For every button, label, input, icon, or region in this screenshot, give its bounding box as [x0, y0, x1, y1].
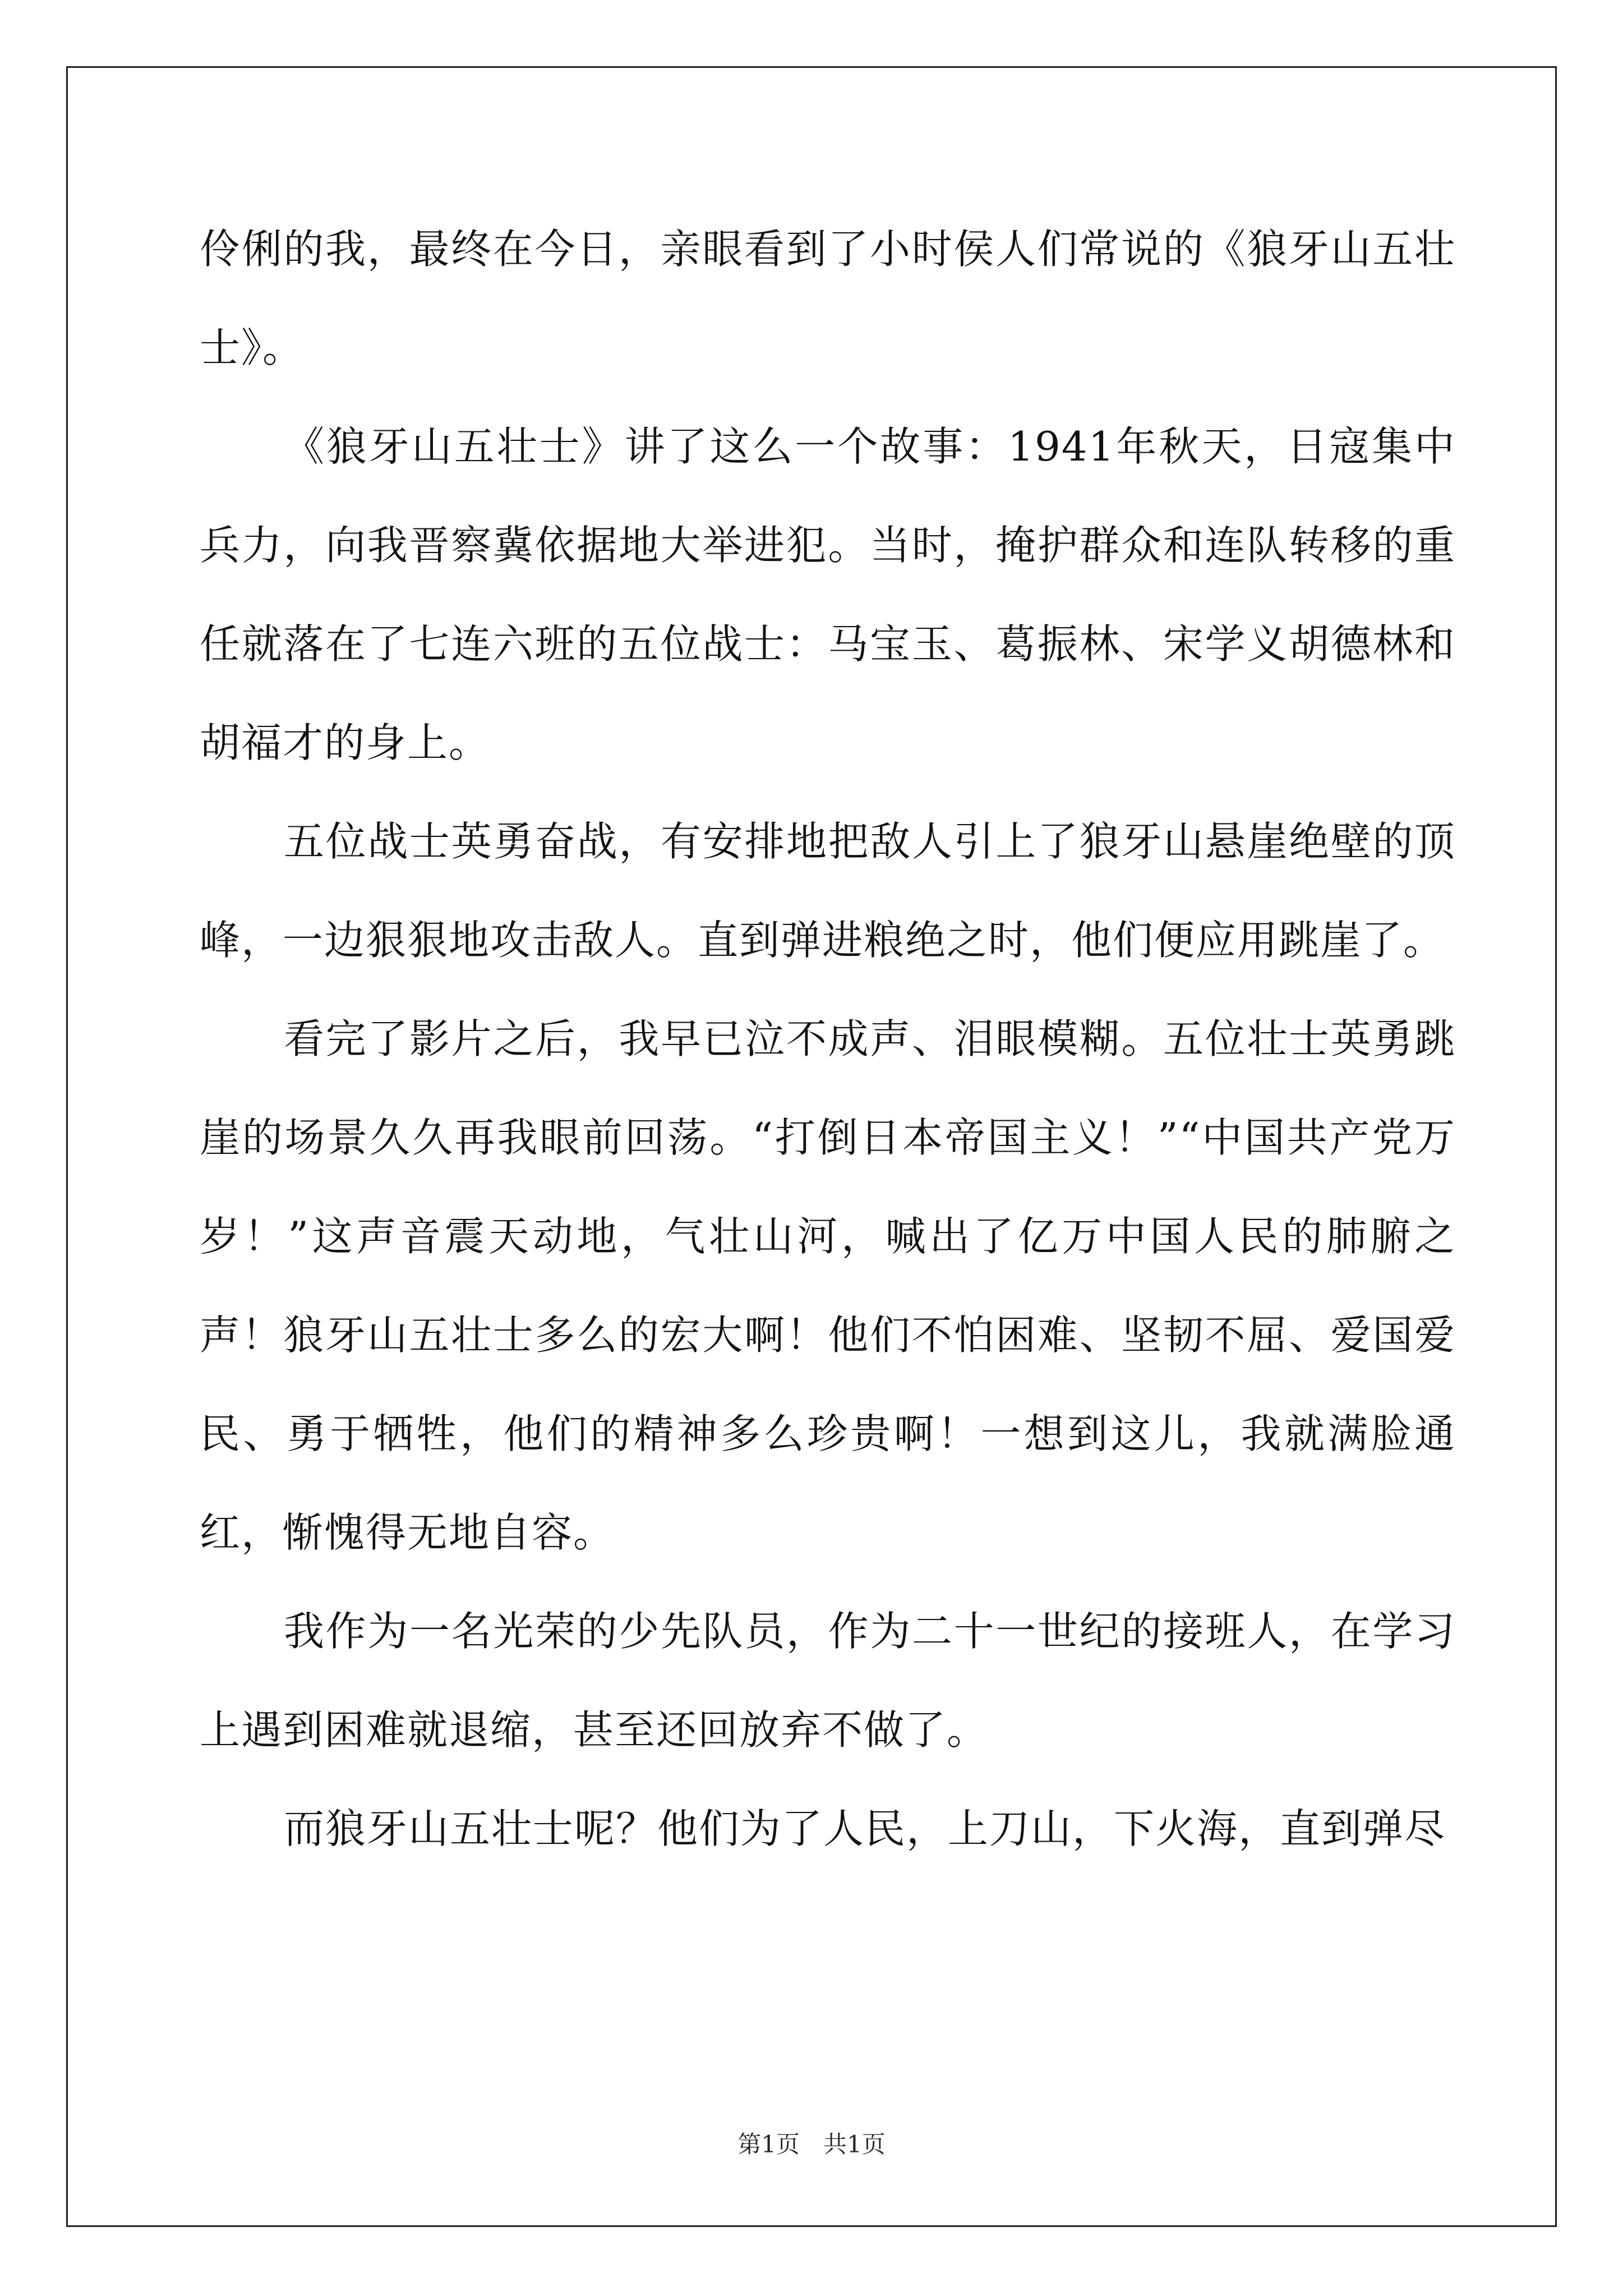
paragraph-continuation: 伶俐的我，最终在今日，亲眼看到了小时侯人们常说的《狼牙山五壮士》。 [200, 226, 1456, 371]
paragraph-self-comparison: 我作为一名光荣的少先队员，作为二十一世纪的接班人，在学习上遇到困难就退缩，甚至还回放弃不做了。 [200, 1608, 1456, 1754]
document-body [200, 200, 1456, 1878]
paragraph-story-summary: 《狼牙山五壮士》讲了这么一个故事：1941年秋天，日寇集中兵力，向我晋察冀依据地大举进犯。当时，掩护群众和连队转移的重任就落在了七连六班的五位战士：马宝玉、葛振林、宋学义胡德林和胡福才的身上。 [200, 423, 1456, 766]
paragraph-contrast: 而狼牙山五壮士呢？他们为了人民，上刀山，下火海，直到弹尽 [284, 1805, 1446, 1852]
paragraph-battle: 五位战士英勇奋战，有安排地把敌人引上了狼牙山悬崖绝壁的顶峰，一边狠狠地攻击敌人。直到弹进粮绝之时，他们便应用跳崖了。 [200, 818, 1456, 964]
paragraph-reflection: 看完了影片之后，我早已泣不成声、泪眼模糊。五位壮士英勇跳崖的场景久久再我眼前回荡。“打倒日本帝国主义！”“中国共产党万岁！”这声音震天动地，气壮山河，喊出了亿万中国人民的肺腑之声！狼牙山五壮士多么的宏大啊！他们不怕困难、坚韧不屈、爱国爱民、勇于牺牲，他们的精神多么珍贵啊！一想到这儿，我就满脸通红，惭愧得无地自容。 [200, 1015, 1456, 1556]
page-number: 第1页 共1页 [737, 2131, 886, 2158]
